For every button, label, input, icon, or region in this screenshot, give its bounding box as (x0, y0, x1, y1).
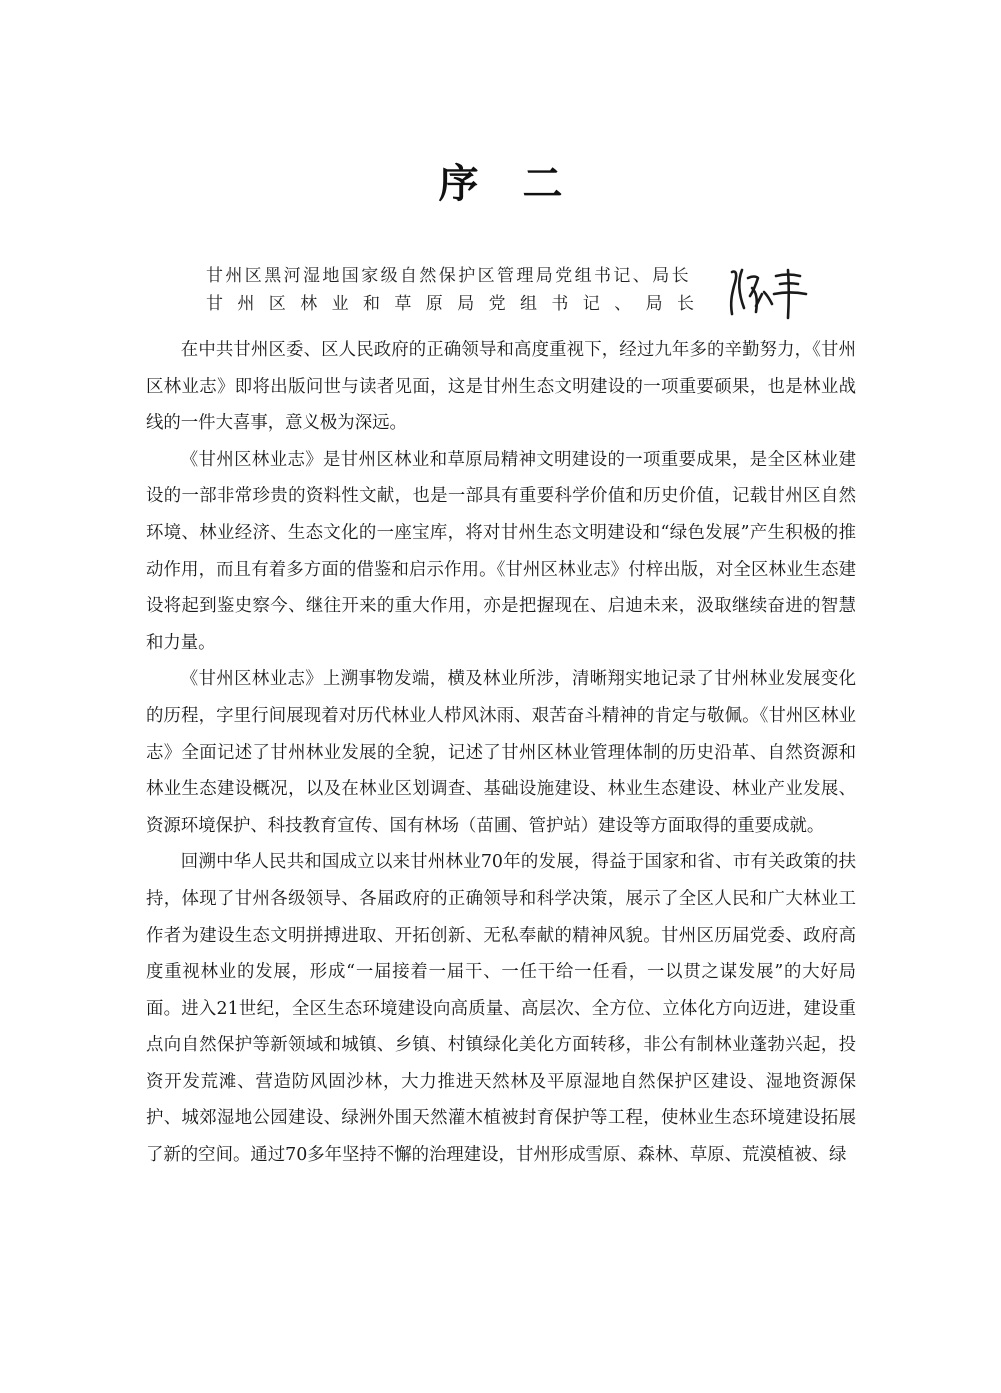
handwritten-signature (726, 264, 810, 320)
paragraph-2: 《甘州区林业志》是甘州区林业和草原局精神文明建设的一项重要成果，是全区林业建设的一部非常珍贵的资料性文献，也是一部具有重要科学价值和历史价值，记载甘州区自然环境、林业经济、生态文化的一座宝库，将对甘州生态文明建设和“绿色发展”产生积极的推动作用，而且有着多方面的借鉴和启示作用。《甘州区林业志》付梓出版，对全区林业生态建设将起到鉴史察今、继往开来的重大作用，亦是把握现在、启迪未来，汲取继续奋进的智慧和力量。 (146, 449, 856, 653)
paragraph-3: 《甘州区林业志》上溯事物发端，横及林业所涉，清晰翔实地记录了甘州林业发展变化的历程，字里行间展现着对历代林业人栉风沐雨、艰苦奋斗精神的肯定与敬佩。《甘州区林业志》全面记述了甘州林业发展的全貌，记述了甘州区林业管理体制的历史沿革、自然资源和林业生态建设概况，以及在林业区划调查、基础设施建设、林业生态建设、林业产业发展、资源环境保护、科技教育宣传、国有林场（苗圃、管护站）建设等方面取得的重要成就。 (146, 669, 856, 836)
author-title-line-1: 甘州区黑河湿地国家级自然保护区管理局党组书记、局长 (206, 266, 691, 286)
paragraph-1: 在中共甘州区委、区人民政府的正确领导和高度重视下，经过九年多的辛勤努力，《甘州区林业志》即将出版问世与读者见面，这是甘州生态文明建设的一项重要硕果，也是林业战线的一件大喜事，意义极为深远。 (146, 340, 856, 434)
page-title: 序二 (438, 160, 607, 207)
author-title-line-2: 甘州区林业和草原局党组书记、局长 (206, 294, 709, 314)
author-block (206, 262, 726, 318)
body-text (146, 332, 856, 1174)
paragraph-4: 回溯中华人民共和国成立以来甘州林业70年的发展，得益于国家和省、市有关政策的扶持，体现了甘州各级领导、各届政府的正确领导和科学决策，展示了全区人民和广大林业工作者为建设生态文明拼搏进取、开拓创新、无私奉献的精神风貌。甘州区历届党委、政府高度重视林业的发展，形成“一届接着一届干、一任干给一任看，一以贯之谋发展”的大好局面。进入21世纪，全区生态环境建设向高质量、高层次、全方位、立体化方向迈进，建设重点向自然保护等新领域和城镇、乡镇、村镇绿化美化方面转移，非公有制林业蓬勃兴起，投资开发荒滩、营造防风固沙林，大力推进天然林及平原湿地自然保护区建设、湿地资源保护、城郊湿地公园建设、绿洲外围天然灌木植被封育保护等工程，使林业生态环境建设拓展了新的空间。通过70多年坚持不懈的治理建设，甘州形成雪原、森林、草原、荒漠植被、绿 (146, 852, 856, 1166)
